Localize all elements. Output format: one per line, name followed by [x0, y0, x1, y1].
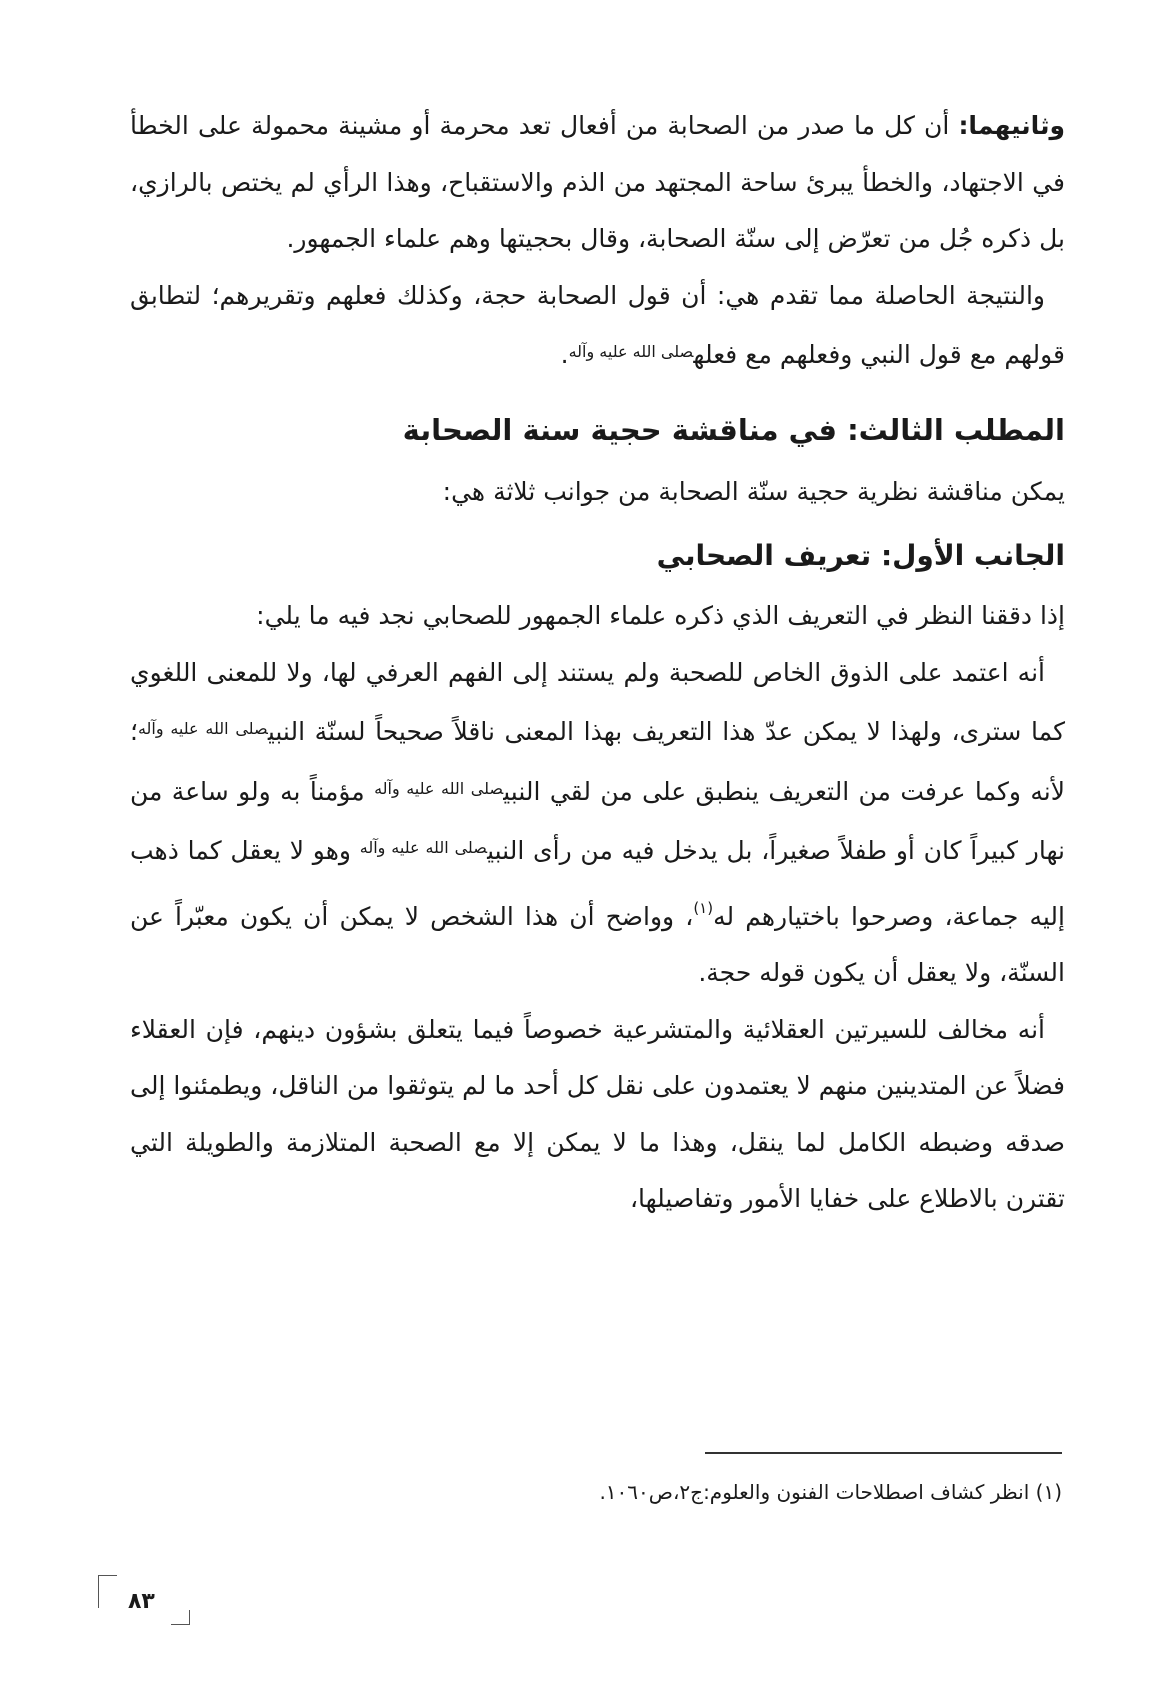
- paragraph-text: مؤمناً به ولو ساعة من نهار كبيراً كان أو طفلاً صغيراً، بل يدخل فيه من رأى النبي: [130, 776, 1065, 865]
- paragraph-text: ؛ لأنه وكما عرفت من التعريف ينطبق على من لقي النبي: [130, 717, 1065, 806]
- page-number: ٨٣: [128, 1589, 155, 1614]
- paragraph-text: وهو لا يعقل كما ذهب إليه جماعة، وصرحوا باختيارهم له: [130, 836, 1065, 931]
- honorific-symbol: صلى الله عليه وآله: [137, 719, 268, 738]
- page-number-frame: [98, 1575, 190, 1625]
- paragraph-text: أنه اعتمد على الذوق الخاص للصحبة ولم يستند إلى الفهم العرفي لها، ولا للمعنى اللغوي كما سترى، ولهذا لا يمكن عدّ هذا التعريف بهذا المعنى ناقلاً صحيحاً لسنّة النبي: [130, 657, 1065, 746]
- subsection-heading: الجانب الأول: تعريف الصحابي: [656, 539, 1065, 572]
- footnote-divider: [705, 1452, 1062, 1454]
- paragraph-text-end: .: [560, 340, 569, 369]
- section-intro: يمكن مناقشة نظرية حجية سنّة الصحابة من جوانب ثلاثة هي:: [442, 476, 1065, 506]
- section-heading: المطلب الثالث: في مناقشة حجية سنة الصحابة: [402, 412, 1065, 447]
- main-text: [130, 98, 1065, 1228]
- footnote: (١) انظر كشاف اصطلاحات الفنون والعلوم:ج٢،ص١٠٦٠.: [599, 1480, 1062, 1504]
- paragraph-lead-word: وثانيهما:: [958, 111, 1065, 140]
- frame-corner-bottom-right: [171, 1610, 190, 1625]
- paragraph-conclusion: [130, 268, 1065, 384]
- footnote-reference[interactable]: (١): [693, 898, 714, 917]
- honorific-symbol: صلى الله عليه وآله: [374, 778, 504, 798]
- paragraph-text: أن كل ما صدر من الصحابة من أفعال تعد محرمة أو مشينة محمولة على الخطأ في الاجتهاد، والخطأ يبرئ ساحة المجتهد من الذم والاستقباح، وهذا الرأي لم يختص بالرازي، بل ذكره جُل من تعرّض إلى سنّة الصحابة، وقال بحجيتها وهم علماء الجمهور.: [130, 111, 1065, 253]
- paragraph-definition-review: إذا دققنا النظر في التعريف الذي ذكره علماء الجمهور للصحابي نجد فيه ما يلي:: [256, 601, 1065, 630]
- paragraph-second-point: [130, 98, 1065, 268]
- frame-corner-top-left: [98, 1575, 117, 1608]
- honorific-symbol: صلى الله عليه وآله: [359, 838, 488, 857]
- paragraph-text: ، وواضح أن هذا الشخص لا يمكن أن يكون معبّراً عن السنّة، ولا يعقل أن يكون قوله حجة.: [130, 901, 1065, 987]
- honorific-symbol: صلى الله عليه وآله: [568, 342, 694, 361]
- paragraph-second-objection: أنه مخالف للسيرتين العقلائية والمتشرعية خصوصاً فيما يتعلق بشؤون دينهم، فإن العقلاء فضلاً عن المتدينين منهم لا يعتمدون على نقل كل أحد ما لم يتوثقوا من الناقل، ويطمئنوا إلى صدقه وضبطه الكامل لما ينقل، وهذا ما لا يمكن إلا مع الصحبة المتلازمة والطويلة التي تقترن بالاطلاع على خفايا الأمور وتفاصيلها،: [130, 1014, 1065, 1213]
- paragraph-first-objection: [130, 645, 1065, 1002]
- paragraph-text: والنتيجة الحاصلة مما تقدم هي: أن قول الصحابة حجة، وكذلك فعلهم وتقريرهم؛ لتطابق قولهم مع قول النبي وفعلهم مع فعله: [130, 280, 1065, 369]
